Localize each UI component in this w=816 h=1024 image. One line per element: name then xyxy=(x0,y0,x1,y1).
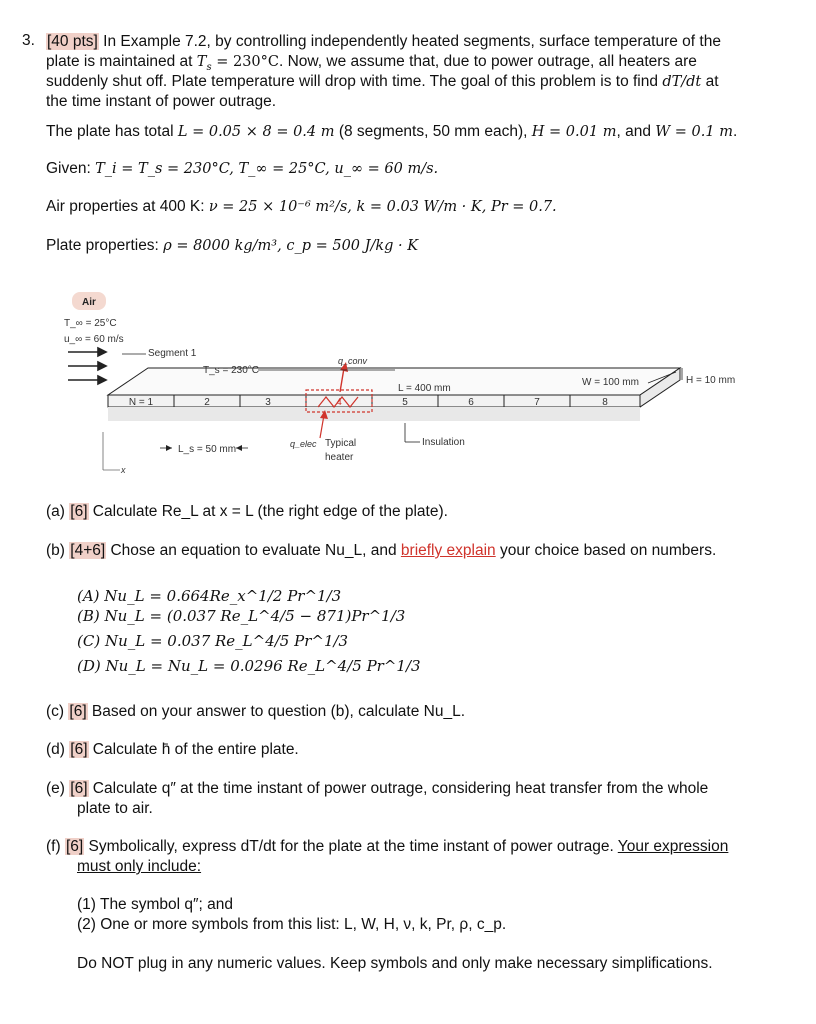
seg-label-5: 5 xyxy=(402,397,408,408)
problem-number: 3. xyxy=(22,32,35,49)
option-D: (D) Nu_L = Nu_L = 0.0296 Re_L^4/5 Pr^1/3 xyxy=(77,657,421,675)
seg-label-1: N = 1 xyxy=(128,397,154,408)
option-A: (A) Nu_L = 0.664Re_x^1/2 Pr^1/3 xyxy=(77,587,342,605)
part-f-item-2: (2) One or more symbols from this list: L, W, H, ν, k, Pr, ρ, c_p. xyxy=(77,916,507,933)
air-label: Air xyxy=(82,297,96,308)
seg-label-3: 3 xyxy=(265,397,271,408)
x-axis-label: x xyxy=(121,465,126,475)
intro-line-2: plate is maintained at $T_s = 230^\circ C$. Now, we assume that, due to power outrage, all heaters are xyxy=(46,53,697,73)
seg-label-6: 6 xyxy=(468,397,474,408)
air-properties: Air properties at 400 K: ν = 25 × 10⁻⁶ m²/s, k = 0.03 W/m · K, Pr = 0.7. xyxy=(46,198,557,215)
seg-label-8: 8 xyxy=(602,397,608,408)
part-c: (c) [6] Based on your answer to question (b), calculate Nu_L. xyxy=(46,703,466,720)
part-d: (d) [6] Calculate h̄ of the entire plate. xyxy=(46,741,299,758)
plate-diagram xyxy=(0,280,816,500)
seg-label-7: 7 xyxy=(534,397,540,408)
seg-label-4: 4 xyxy=(336,397,342,408)
H-label: H = 10 mm xyxy=(686,375,736,386)
part-b: (b) [4+6] Chose an equation to evaluate Nu_L, and briefly explain your choice based on numbers. xyxy=(46,542,717,559)
part-f-note: Do NOT plug in any numeric values. Keep symbols and only make necessary simplifications. xyxy=(77,955,713,972)
ls-label: L_s = 50 mm xyxy=(178,444,237,455)
qelec-label: q_elec xyxy=(290,439,317,449)
segment1-label: Segment 1 xyxy=(148,348,197,359)
heater-label: heater xyxy=(325,452,354,463)
part-f-line-1: (f) [6] Symbolically, express dT/dt for the plate at the time instant of power outrage. Your expression xyxy=(46,838,729,855)
insulation-label: Insulation xyxy=(422,437,465,448)
part-f-line-2: must only include: xyxy=(77,858,202,875)
seg-label-2: 2 xyxy=(204,397,210,408)
intro-line-1: [40 pts] In Example 7.2, by controlling independently heated segments, surface temperature of the xyxy=(47,33,721,50)
typical-label: Typical xyxy=(325,438,357,449)
intro-line-3: suddenly shut off. Plate temperature will drop with time. The goal of this problem is to find dT/dt at xyxy=(46,73,719,90)
flow-arrows xyxy=(68,348,106,384)
qconv-label: q_conv xyxy=(338,356,368,366)
plate-dimensions: The plate has total L = 0.05 × 8 = 0.4 m (8 segments, 50 mm each), H = 0.01 m, and W = 0.1 m. xyxy=(46,123,738,140)
L-label: L = 400 mm xyxy=(398,383,451,394)
part-a: (a) [6] Calculate Re_L at x = L (the right edge of the plate). xyxy=(46,503,448,520)
given-conditions: Given: T_i = T_s = 230°C, T_∞ = 25°C, u_∞ = 60 m/s. xyxy=(46,160,439,177)
uinf-label: u_∞ = 60 m/s xyxy=(64,334,124,345)
part-e-line-2: plate to air. xyxy=(77,800,153,817)
points-tag: [40 pts] xyxy=(47,33,98,50)
part-e-line-1: (e) [6] Calculate q″ at the time instant of power outrage, considering heat transfer from the whole xyxy=(46,780,709,797)
option-B: (B) Nu_L = (0.037 Re_L^4/5 − 871)Pr^1/3 xyxy=(77,607,406,625)
plate-properties: Plate properties: ρ = 8000 kg/m³, c_p = 500 J/kg · K xyxy=(46,237,419,254)
ts-label: T_s = 230°C xyxy=(203,365,259,376)
tinf-label: T_∞ = 25°C xyxy=(64,318,117,329)
part-f-item-1: (1) The symbol q″; and xyxy=(77,896,233,913)
intro-line-4: the time instant of power outrage. xyxy=(46,93,277,110)
option-C: (C) Nu_L = 0.037 Re_L^4/5 Pr^1/3 xyxy=(77,632,349,650)
W-label: W = 100 mm xyxy=(582,377,639,388)
